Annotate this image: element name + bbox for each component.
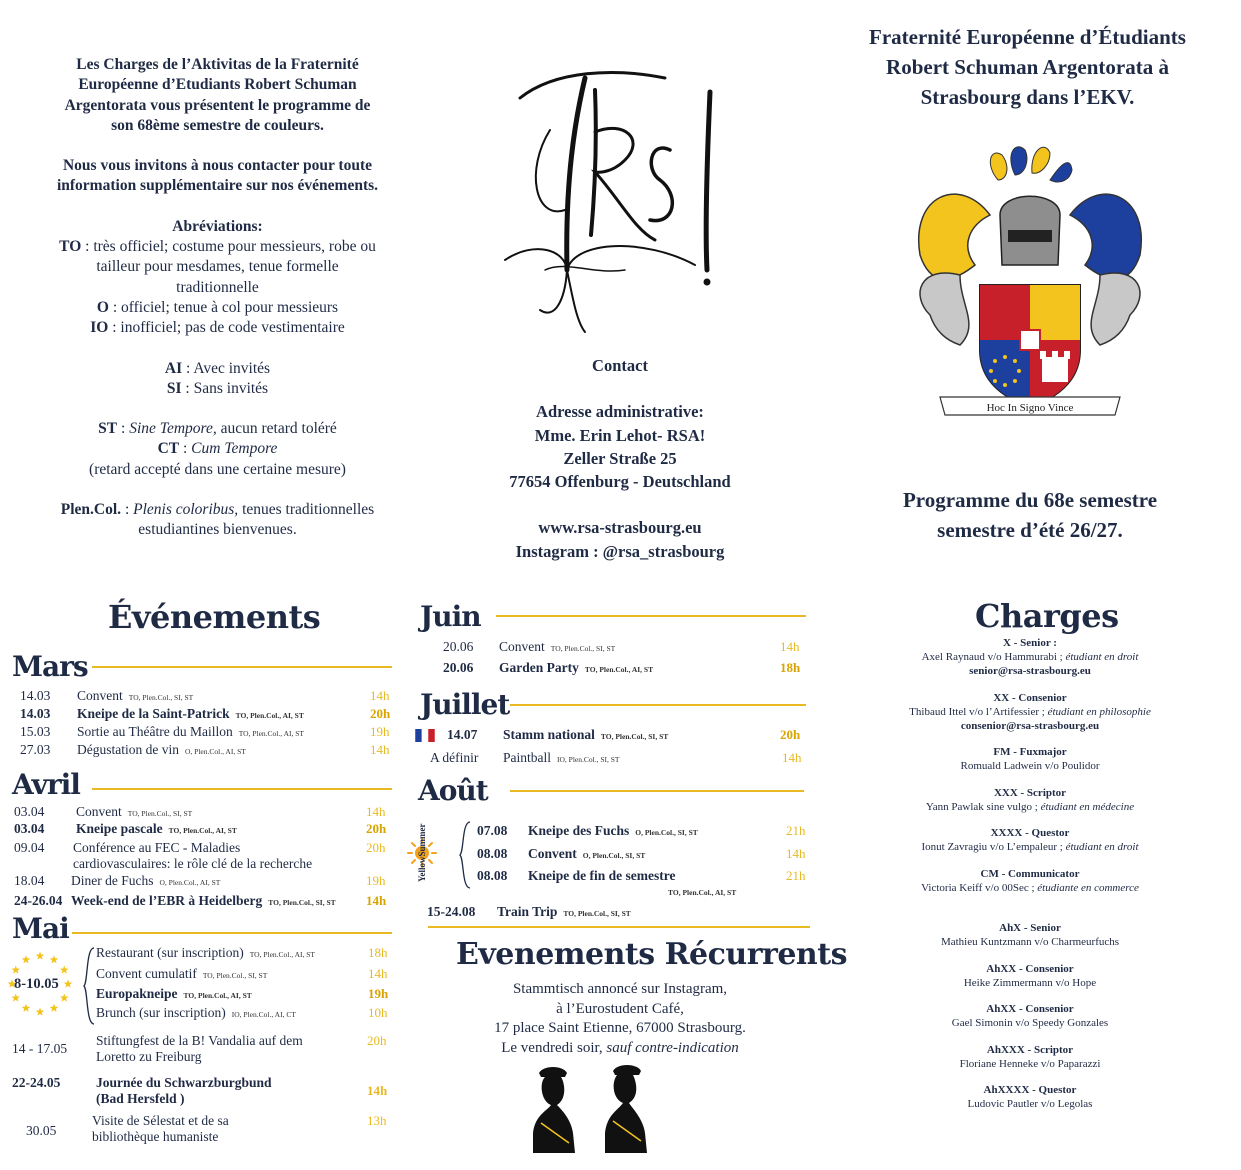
- coat-of-arms-icon: [900, 135, 1160, 420]
- event-date: 14 - 17.05: [12, 1041, 68, 1056]
- event-date: 03.04: [14, 804, 45, 819]
- juillet-event-row: [447, 727, 807, 747]
- event-date: 20.06: [443, 660, 474, 675]
- juin-event-row: [443, 660, 803, 680]
- event-time: 19h: [370, 724, 390, 739]
- event-tags: O, Plen.Col., AI, ST: [159, 878, 221, 887]
- charge-entry: [880, 691, 1180, 733]
- charge-holder: Floriane Henneke v/o Paparazzi: [959, 1057, 1101, 1070]
- alumni-charge-entry: [880, 1043, 1180, 1071]
- event-title: Convent TO, Plen.Col., SI, ST: [76, 804, 193, 819]
- event-date: 15-24.08: [427, 904, 476, 919]
- event-title: Dégustation de vin O, Plen.Col., AI, ST: [77, 742, 246, 757]
- charge-role: AhX - Senior: [999, 922, 1061, 934]
- event-time: 20h: [370, 706, 391, 721]
- mars-event-row: [20, 724, 395, 744]
- event-tags: IO, Plen.Col., AI, CT: [231, 1010, 296, 1019]
- event-time: 14h: [366, 804, 386, 819]
- charge-role: AhXXXX - Questor: [983, 1084, 1077, 1096]
- event-tags: TO, Plen.Col., SI, ST: [563, 909, 631, 918]
- event-title: Diner de Fuchs O, Plen.Col., AI, ST: [71, 873, 221, 888]
- charge-role: XXXX - Questor: [990, 827, 1070, 839]
- europa-brace: [82, 946, 96, 1026]
- address-line-3: 77654 Offenburg - Deutschland: [509, 472, 731, 492]
- abbr-ai: AI : Avec invités: [164, 359, 271, 377]
- charge-role: FM - Fuxmajor: [993, 746, 1067, 758]
- abbr-io: IO : inofficiel; pas de code vestimentaire: [90, 319, 345, 337]
- eu-star: [11, 994, 20, 1002]
- intro-text: Les Charges de l’Aktivitas de la Fraternité Européenne d’Etudiants Robert Schuman Argentorata vous présentent le programme de son 68ème semestre de couleurs. Nous vous invitons à nous contacter pour toute information supplémentaire sur nos événements. Abréviations: TO : très officiel; costume pour messieurs, robe ou tailleur pour mesdames, tenue formelle traditionnelle O : officiel; tenue à col pour messieurs IO : inofficiel; pas de code vestimentaire AI : Avec invités SI : Sans invités ST : Sine Tempore, aucun retard toléré CT : Cum Tempore (retard accepté dans une certaine mesure) Plen.Col. : Plenis coloribus, tenues traditionnelles estudiantines bienvenues.: [30, 55, 405, 541]
- charge-holder: Heike Zimmermann v/o Hope: [963, 976, 1097, 989]
- mars-rule: [92, 666, 392, 668]
- event-title: Conférence au FEC - Maladies: [73, 840, 241, 855]
- month-mars: Mars: [12, 650, 88, 683]
- month-mai: Mai: [12, 912, 69, 945]
- rs-monogram-logo: [495, 60, 735, 340]
- event-date: A définir: [430, 750, 479, 765]
- eu-star: [50, 955, 59, 963]
- event-date: 20.06: [443, 639, 474, 654]
- summer-event-row: [477, 846, 807, 866]
- mai-event-row: [12, 1033, 397, 1064]
- event-title: Stamm national TO, Plen.Col., SI, ST: [503, 727, 669, 742]
- juillet-event-row: [430, 750, 802, 770]
- charge-holder: Axel Raynaud v/o Hammurabi ; étudiant en droit: [921, 651, 1139, 663]
- juin-event-row: [443, 639, 803, 659]
- event-tags: IO, Plen.Col., SI, ST: [557, 755, 620, 764]
- event-time: 14h: [368, 966, 388, 981]
- intro-paragraph-1: Les Charges de l’Aktivitas de la Fraternité Européenne d’Etudiants Robert Schuman Argentorata vous présentent le programme de son 68ème semestre de couleurs.: [64, 56, 371, 134]
- charge-holder: Gael Simonin v/o Speedy Gonzales: [951, 1017, 1109, 1029]
- event-time: 14h: [780, 639, 800, 654]
- charge-holder: Yann Pawlak sine vulgo ; étudiant en médecine: [925, 800, 1135, 813]
- aout-rule: [510, 790, 804, 792]
- charge-holder: Ionut Zavragiu v/o L’empaleur ; étudiant en droit: [921, 841, 1139, 853]
- event-time: 10h: [368, 1005, 388, 1020]
- charge-role: XXX - Scriptor: [993, 786, 1067, 799]
- eu-star: [50, 1004, 59, 1012]
- event-tags: O, Plen.Col., AI, ST: [184, 747, 246, 756]
- event-date: 03.04: [14, 821, 45, 836]
- alumni-charge-entry: [880, 1002, 1180, 1030]
- event-date: 14.07: [447, 727, 478, 742]
- charge-role: AhXX - Consenior: [986, 962, 1074, 975]
- juillet-rule: [510, 704, 806, 706]
- mars-event-row: [20, 688, 395, 708]
- charge-holder: Mathieu Kuntzmann v/o Charmeurfuchs: [940, 936, 1120, 948]
- eu-star: [22, 1004, 31, 1012]
- summer-event-row: [477, 868, 807, 897]
- avril-event-row: [14, 840, 394, 871]
- event-tags: TO, Plen.Col., AI, ST: [584, 665, 654, 674]
- event-time: 14h: [782, 750, 802, 765]
- contact-block: [460, 354, 780, 563]
- fraternity-title: Fraternité Européenne d’Étudiants Robert Schuman Argentorata à Strasbourg dans l’EKV.: [869, 25, 1186, 109]
- event-title: Garden Party TO, Plen.Col., AI, ST: [499, 660, 654, 675]
- event-tags: TO, Plen.Col., SI, ST: [600, 732, 669, 741]
- event-title: Paintball IO, Plen.Col., SI, ST: [503, 750, 620, 765]
- address-line-2: Zeller Straße 25: [563, 448, 677, 468]
- event-time: 21h: [786, 868, 806, 883]
- event-date: 15.03: [20, 724, 51, 739]
- event-title: Convent TO, Plen.Col., SI, ST: [77, 688, 194, 703]
- event-tags: TO, Plen.Col., SI, ST: [268, 898, 336, 907]
- event-time: 14h: [370, 742, 390, 757]
- event-tags: O, Plen.Col., SI, ST: [582, 851, 646, 860]
- charge-entry: [880, 786, 1180, 814]
- event-time: 14h: [366, 893, 387, 908]
- charge-role: X - Senior :: [1003, 637, 1057, 649]
- event-time: 19h: [366, 873, 386, 888]
- event-date: 14.03: [20, 706, 51, 721]
- event-time: 20h: [366, 840, 386, 855]
- event-tags: TO, Plen.Col., AI, ST: [238, 729, 305, 738]
- contact-title: Contact: [592, 356, 648, 375]
- eu-star: [64, 980, 73, 988]
- charge-email[interactable]: consenior@rsa-strasbourg.eu: [960, 719, 1100, 732]
- event-tags: O, Plen.Col., SI, ST: [635, 828, 698, 837]
- juin-rule: [496, 615, 806, 617]
- event-title: Kneipe pascale TO, Plen.Col., AI, ST: [76, 821, 237, 836]
- charge-holder: Romuald Ladwein v/o Poulidor: [960, 760, 1100, 772]
- abbr-to: TO : très officiel; costume pour messieurs, robe ou: [59, 238, 376, 256]
- event-date: 14.03: [20, 688, 51, 703]
- event-tags: TO, Plen.Col., AI, ST: [235, 711, 304, 720]
- event-title: Convent TO, Plen.Col., SI, ST: [499, 639, 616, 654]
- event-tags: TO, Plen.Col., SI, ST: [202, 971, 268, 980]
- europa-event-row: [96, 1005, 396, 1025]
- eu-star: [36, 952, 45, 960]
- charge-role: AhXX - Consenior: [986, 1003, 1074, 1015]
- month-aout: Août: [418, 774, 488, 807]
- event-title-line-2: cardiovasculaires: le rôle clé de la recherche: [73, 856, 313, 871]
- event-title: Convent cumulatif TO, Plen.Col., SI, ST: [96, 966, 268, 981]
- programme-title: Programme du 68e semestre semestre d’été 26/27.: [902, 488, 1158, 542]
- event-title: Week-end de l’EBR à Heidelberg TO, Plen.Col., SI, ST: [71, 893, 336, 908]
- summer-brace: [458, 820, 472, 890]
- event-date: 24-26.04: [14, 893, 63, 908]
- event-title: Restaurant (sur inscription) TO, Plen.Col., AI, ST: [96, 945, 316, 960]
- abbr-o: O : officiel; tenue à col pour messieurs: [96, 298, 339, 316]
- europa-event-row: [96, 945, 396, 965]
- eu-star: [60, 994, 69, 1002]
- abbr-ct: CT : Cum Tempore: [157, 440, 278, 458]
- avril-event-row: [14, 893, 394, 913]
- aout-bottom-rule: [428, 926, 810, 928]
- eu-star: [36, 1008, 45, 1016]
- address-title: Adresse administrative:: [536, 402, 704, 422]
- event-title: Europakneipe TO, Plen.Col., AI, ST: [96, 986, 252, 1001]
- mars-event-row: [20, 742, 395, 762]
- instagram-handle[interactable]: Instagram : @rsa_strasbourg: [515, 541, 725, 561]
- charge-holder: Victoria Keiff v/o 00Sec ; étudiante en commerce: [921, 881, 1139, 894]
- event-time: 19h: [368, 986, 389, 1001]
- abbreviations-title: Abréviations:: [172, 217, 263, 235]
- events-heading: Événements: [108, 598, 321, 636]
- event-time: 18h: [368, 945, 388, 960]
- event-tags: TO, Plen.Col., SI, ST: [550, 644, 616, 653]
- charge-holder: Thibaud Ittel v/o l’Artifessier ; étudiant en philosophie: [909, 705, 1151, 718]
- europa-event-row: [96, 966, 396, 986]
- event-date: 30.05: [26, 1123, 57, 1138]
- event-tags: TO, Plen.Col., SI, ST: [127, 809, 193, 818]
- event-time: 20h: [366, 821, 387, 836]
- intro-paragraph-2: Nous vous invitons à nous contacter pour toute information supplémentaire sur nos événements.: [56, 157, 379, 195]
- aout-event-row: [427, 904, 787, 924]
- address-line-1: Mme. Erin Lehot- RSA!: [534, 425, 706, 445]
- alumni-charge-entry: [880, 962, 1180, 990]
- event-date: 08.08: [477, 868, 508, 883]
- event-tags: TO, Plen.Col., AI, ST: [249, 950, 316, 959]
- french-flag-icon: [415, 729, 435, 742]
- event-date: 09.04: [14, 840, 45, 855]
- event-date: 22-24.05: [12, 1075, 61, 1090]
- event-date: 08.08: [477, 846, 508, 861]
- event-title: Journée du Schwarzburgbund: [96, 1075, 272, 1090]
- mars-event-row: [20, 706, 395, 726]
- event-time: 21h: [786, 823, 806, 838]
- avril-event-row: [14, 873, 394, 893]
- eu-star: [22, 955, 31, 963]
- event-tags: TO, Plen.Col., AI, ST: [668, 888, 737, 897]
- charge-entry: [880, 745, 1180, 773]
- event-title: Kneipe des Fuchs O, Plen.Col., SI, ST: [528, 823, 698, 838]
- event-date: 27.03: [20, 742, 51, 757]
- event-tags: TO, Plen.Col., SI, ST: [128, 693, 194, 702]
- event-time: 20h: [367, 1033, 387, 1048]
- charge-role: CM - Communicator: [980, 867, 1080, 880]
- mai-event-row: [12, 1075, 397, 1106]
- event-time: 14h: [370, 688, 390, 703]
- event-title: Convent O, Plen.Col., SI, ST: [528, 846, 646, 861]
- charges-heading: Charges: [975, 597, 1119, 635]
- event-title: Kneipe de fin de semestre: [528, 868, 676, 883]
- event-title-line-2: bibliothèque humaniste: [92, 1129, 219, 1144]
- charge-entry: [880, 867, 1180, 895]
- eu-star: [11, 966, 20, 974]
- mai-rule: [72, 932, 392, 934]
- event-tags-line-2: [662, 883, 736, 899]
- eu-star: [60, 966, 69, 974]
- event-time: 13h: [367, 1113, 387, 1128]
- event-title: Kneipe de la Saint-Patrick TO, Plen.Col., AI, ST: [77, 706, 304, 721]
- event-date: 07.08: [477, 823, 508, 838]
- charges-list: [880, 636, 1180, 1124]
- charge-holder: Ludovic Pautler v/o Legolas: [967, 1098, 1093, 1110]
- event-time: 20h: [780, 727, 801, 742]
- month-juin: Juin: [420, 600, 481, 633]
- charge-role: XX - Consenior: [993, 691, 1067, 704]
- event-title: Stiftungfest de la B! Vandalia auf dem: [96, 1033, 303, 1048]
- event-date: 18.04: [14, 873, 45, 888]
- recurrent-heading: Evenements Récurrents: [456, 937, 847, 972]
- alumni-charge-entry: [880, 921, 1180, 949]
- charge-entry: [880, 636, 1180, 678]
- abbr-st: ST : Sine Tempore, aucun retard toléré: [98, 420, 337, 438]
- month-juillet: Juillet: [420, 688, 510, 721]
- charge-entry: [880, 826, 1180, 854]
- students-silhouette-icon: [525, 1063, 655, 1153]
- website-link[interactable]: www.rsa-strasbourg.eu: [538, 518, 702, 538]
- event-title: Train Trip TO, Plen.Col., SI, ST: [497, 904, 631, 919]
- abbr-si: SI : Sans invités: [166, 379, 269, 397]
- event-title: Brunch (sur inscription) IO, Plen.Col., AI, CT: [96, 1005, 296, 1020]
- avril-rule: [92, 788, 392, 790]
- europa-date: 8-10.05: [14, 976, 59, 992]
- abbr-plencol: Plen.Col. : Plenis coloribus, tenues traditionnelles: [60, 501, 375, 519]
- charge-role: AhXXX - Scriptor: [986, 1043, 1074, 1056]
- motto-text: Hoc In Signo Vince: [986, 402, 1074, 414]
- charge-email[interactable]: senior@rsa-strasbourg.eu: [969, 665, 1091, 677]
- event-tags: TO, Plen.Col., AI, ST: [183, 991, 252, 1000]
- event-time: 14h: [786, 846, 806, 861]
- mai-event-row: [12, 1113, 397, 1144]
- event-tags: TO, Plen.Col., AI, ST: [168, 826, 237, 835]
- event-title: Sortie au Théâtre du Maillon TO, Plen.Col., AI, ST: [77, 724, 305, 739]
- event-time: 18h: [780, 660, 801, 675]
- event-title-line-2: Loretto zu Freiburg: [96, 1049, 202, 1064]
- europa-event-row: [96, 986, 396, 1006]
- event-title-line-2: (Bad Hersfeld ): [96, 1091, 185, 1106]
- event-title: Visite de Sélestat et de sa: [92, 1113, 229, 1128]
- yellow-summer-label: YellowSummer: [417, 823, 427, 882]
- avril-event-row: [14, 821, 394, 841]
- event-time: 14h: [367, 1083, 388, 1098]
- summer-event-row: [477, 823, 807, 843]
- recurrent-text: Stammtisch annoncé sur Instagram, à l’Eurostudent Café, 17 place Saint Etienne, 67000 Strasbourg. Le vendredi soir, sauf contre-indication: [494, 981, 746, 1056]
- alumni-charge-entry: [880, 1083, 1180, 1111]
- month-avril: Avril: [12, 768, 80, 801]
